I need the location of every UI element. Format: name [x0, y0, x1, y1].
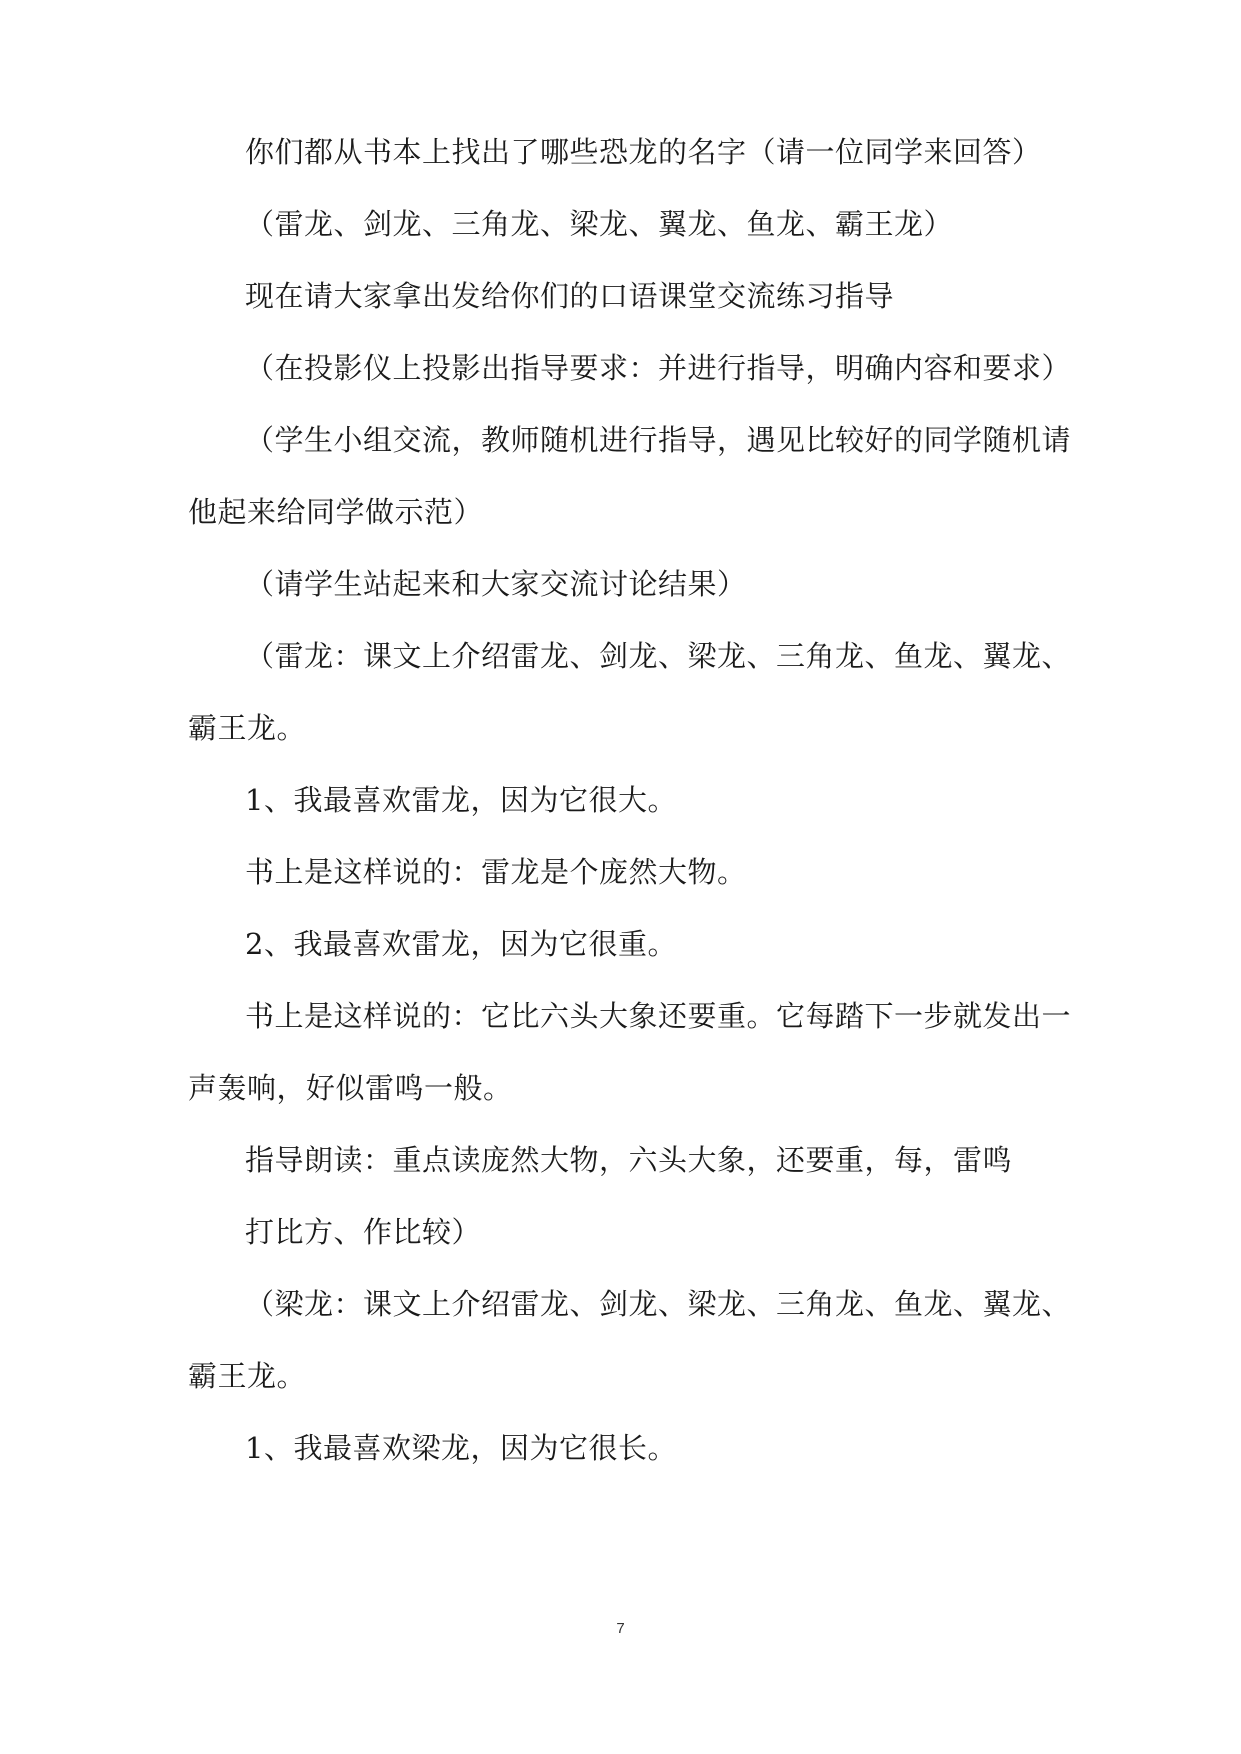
paragraph-line: 书上是这样说的：雷龙是个庞然大物。	[245, 855, 747, 889]
paragraph-line: 2、我最喜欢雷龙，因为它很重。	[245, 927, 677, 961]
page-number: 7	[616, 1620, 625, 1637]
paragraph-line: （请学生站起来和大家交流讨论结果）	[245, 567, 747, 601]
paragraph-line: 1、我最喜欢梁龙，因为它很长。	[245, 1431, 677, 1465]
paragraph-line: 霸王龙。	[188, 711, 307, 745]
paragraph-line: 书上是这样说的：它比六头大象还要重。它每踏下一步就发出一	[245, 999, 1072, 1033]
paragraph-line: 现在请大家拿出发给你们的口语课堂交流练习指导	[245, 279, 895, 313]
paragraph-line: 你们都从书本上找出了哪些恐龙的名字（请一位同学来回答）	[245, 135, 1042, 169]
paragraph-line: （学生小组交流，教师随机进行指导，遇见比较好的同学随机请	[245, 423, 1072, 457]
paragraph-line: 打比方、作比较）	[245, 1215, 482, 1249]
paragraph-line: 指导朗读：重点读庞然大物，六头大象，还要重，每，雷鸣	[245, 1143, 1013, 1177]
paragraph-line: 他起来给同学做示范）	[188, 495, 484, 529]
paragraph-line: 声轰响，好似雷鸣一般。	[188, 1071, 513, 1105]
paragraph-line: （雷龙、剑龙、三角龙、梁龙、翼龙、鱼龙、霸王龙）	[245, 207, 954, 241]
paragraph-line: 1、我最喜欢雷龙，因为它很大。	[245, 783, 677, 817]
paragraph-line: （在投影仪上投影出指导要求：并进行指导，明确内容和要求）	[245, 351, 1072, 385]
paragraph-line: （雷龙：课文上介绍雷龙、剑龙、梁龙、三角龙、鱼龙、翼龙、	[245, 639, 1072, 673]
paragraph-line: （梁龙：课文上介绍雷龙、剑龙、梁龙、三角龙、鱼龙、翼龙、	[245, 1287, 1072, 1321]
paragraph-line: 霸王龙。	[188, 1359, 307, 1393]
